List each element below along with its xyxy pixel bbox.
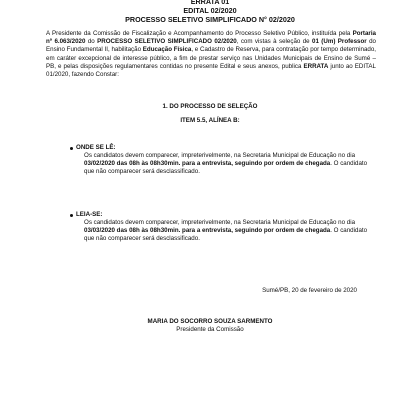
- bullet-icon: [70, 147, 73, 150]
- document-date: Sumé/PB, 20 de fevereiro de 2020: [262, 287, 357, 294]
- intro-paragraph: A Presidente da Comissão de Fiscalização e Acompanhamento do Processo Seletivo Público, instituída pela Portaria nº 6.063/2020 do PROCESSO SELETIVO SIMPLIFICADO 02/2020, com vistas à seleção de 01 (Um) Professor do Ensino Fundamental II, habilitação Educação Física, e Cadastro de Reserva, para contratação por tempo determinado, em caráter excepcional de interesse público, a fim de prestar serviço nas Unidades Municipais de Ensino de Sumé – PB, e pelas disposições regulamentares contidas no presente Edital e seus anexos, publica ERRATA junto ao EDITAL 01/2020, fazendo Constar:: [46, 30, 376, 79]
- process-title: PROCESSO SELETIVO SIMPLIFICADO N° 02/2020: [125, 15, 295, 24]
- where-reads-text: Os candidatos devem comparecer, impreterivelmente, na Secretaria Municipal de Educação no dia 03/02/2020 das 08h às 08h30min. para a entrevista, seguindo por ordem de chegada. O candidato que não comparecer será desclassificado.: [84, 152, 368, 176]
- edital-number: EDITAL 02/2020: [183, 6, 237, 15]
- errata-title: ERRATA 01: [190, 0, 230, 6]
- read-as-label: LEIA-SE:: [76, 211, 103, 218]
- signer-name: MARIA DO SOCORRO SOUZA SARMENTO: [147, 318, 273, 325]
- signer-role: Presidente da Comissão: [176, 326, 244, 333]
- section-item: ITEM 5.5, ALÍNEA B:: [180, 117, 240, 124]
- where-reads-label: ONDE SE LÊ:: [76, 144, 116, 151]
- read-as-text: Os candidatos devem comparecer, impreterivelmente, na Secretaria Municipal de Educação no dia 03/03/2020 das 08h às 08h30min. para a entrevista, seguindo por ordem de chegada. O candidato que não comparecer será desclassificado.: [84, 219, 368, 243]
- bullet-icon: [70, 214, 73, 217]
- section-heading: 1. DO PROCESSO DE SELEÇÃO: [162, 103, 258, 110]
